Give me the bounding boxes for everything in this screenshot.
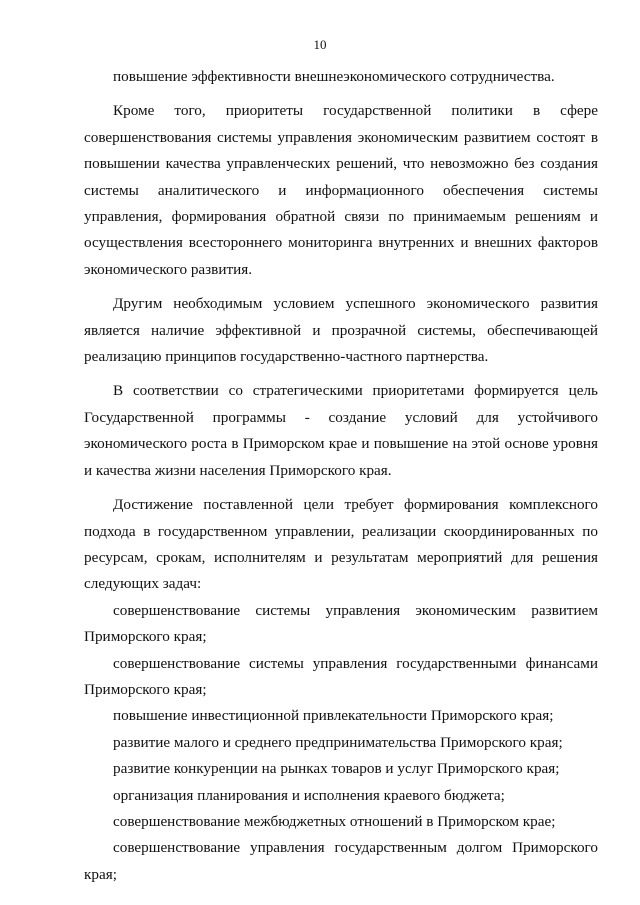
paragraph-goal-achievement: Достижение поставленной цели требует формирования комплексного подхода в государственном управлении, реализации скоординированных по ресурсам, срокам, исполнителям и результатам мероприятий для решения следующих задач:	[84, 496, 598, 593]
task-item: совершенствование системы управления экономическим развитием Приморского края;	[84, 601, 598, 646]
paragraph-continuation: повышение эффективности внешнеэкономического сотрудничества.	[113, 68, 555, 85]
page-number: 10	[313, 37, 327, 52]
task-item: развитие конкуренции на рынках товаров и услуг Приморского края;	[113, 760, 560, 778]
task-item: организация планирования и исполнения краевого бюджета;	[113, 786, 505, 804]
task-item: совершенствование системы управления государственными финансами Приморского края;	[84, 654, 598, 698]
paragraph-economic-condition: Другим необходимым условием успешного экономического развития является наличие эффективной и прозрачной системы, обеспечивающей реализацию принципов государственно-частного партнерства.	[84, 295, 598, 366]
task-item: совершенствование управления государственным долгом Приморского края;	[84, 839, 598, 883]
task-item: повышение инвестиционной привлекательности Приморского края;	[113, 707, 554, 725]
paragraph-policy-priorities: Кроме того, приоритеты государственной политики в сфере совершенствования системы управления экономическим развитием состоят в повышении качества управленческих решений, что невозможно без создания системы аналитического и информационного обеспечения системы управления, формирования обратной связи по принимаемым решениям и осуществления всестороннего мониторинга внутренних и внешних факторов экономического развития.	[84, 102, 598, 278]
task-item: развитие малого и среднего предпринимательства Приморского края;	[113, 733, 563, 751]
paragraph-program-goal: В соответствии со стратегическими приоритетами формируется цель Государственной программы - создание условий для устойчивого экономического роста в Приморском крае и повышение на этой основе уровня и качества жизни населения Приморского края.	[84, 382, 598, 479]
document-body	[84, 64, 598, 888]
task-item: совершенствование межбюджетных отношений в Приморском крае;	[113, 812, 556, 830]
